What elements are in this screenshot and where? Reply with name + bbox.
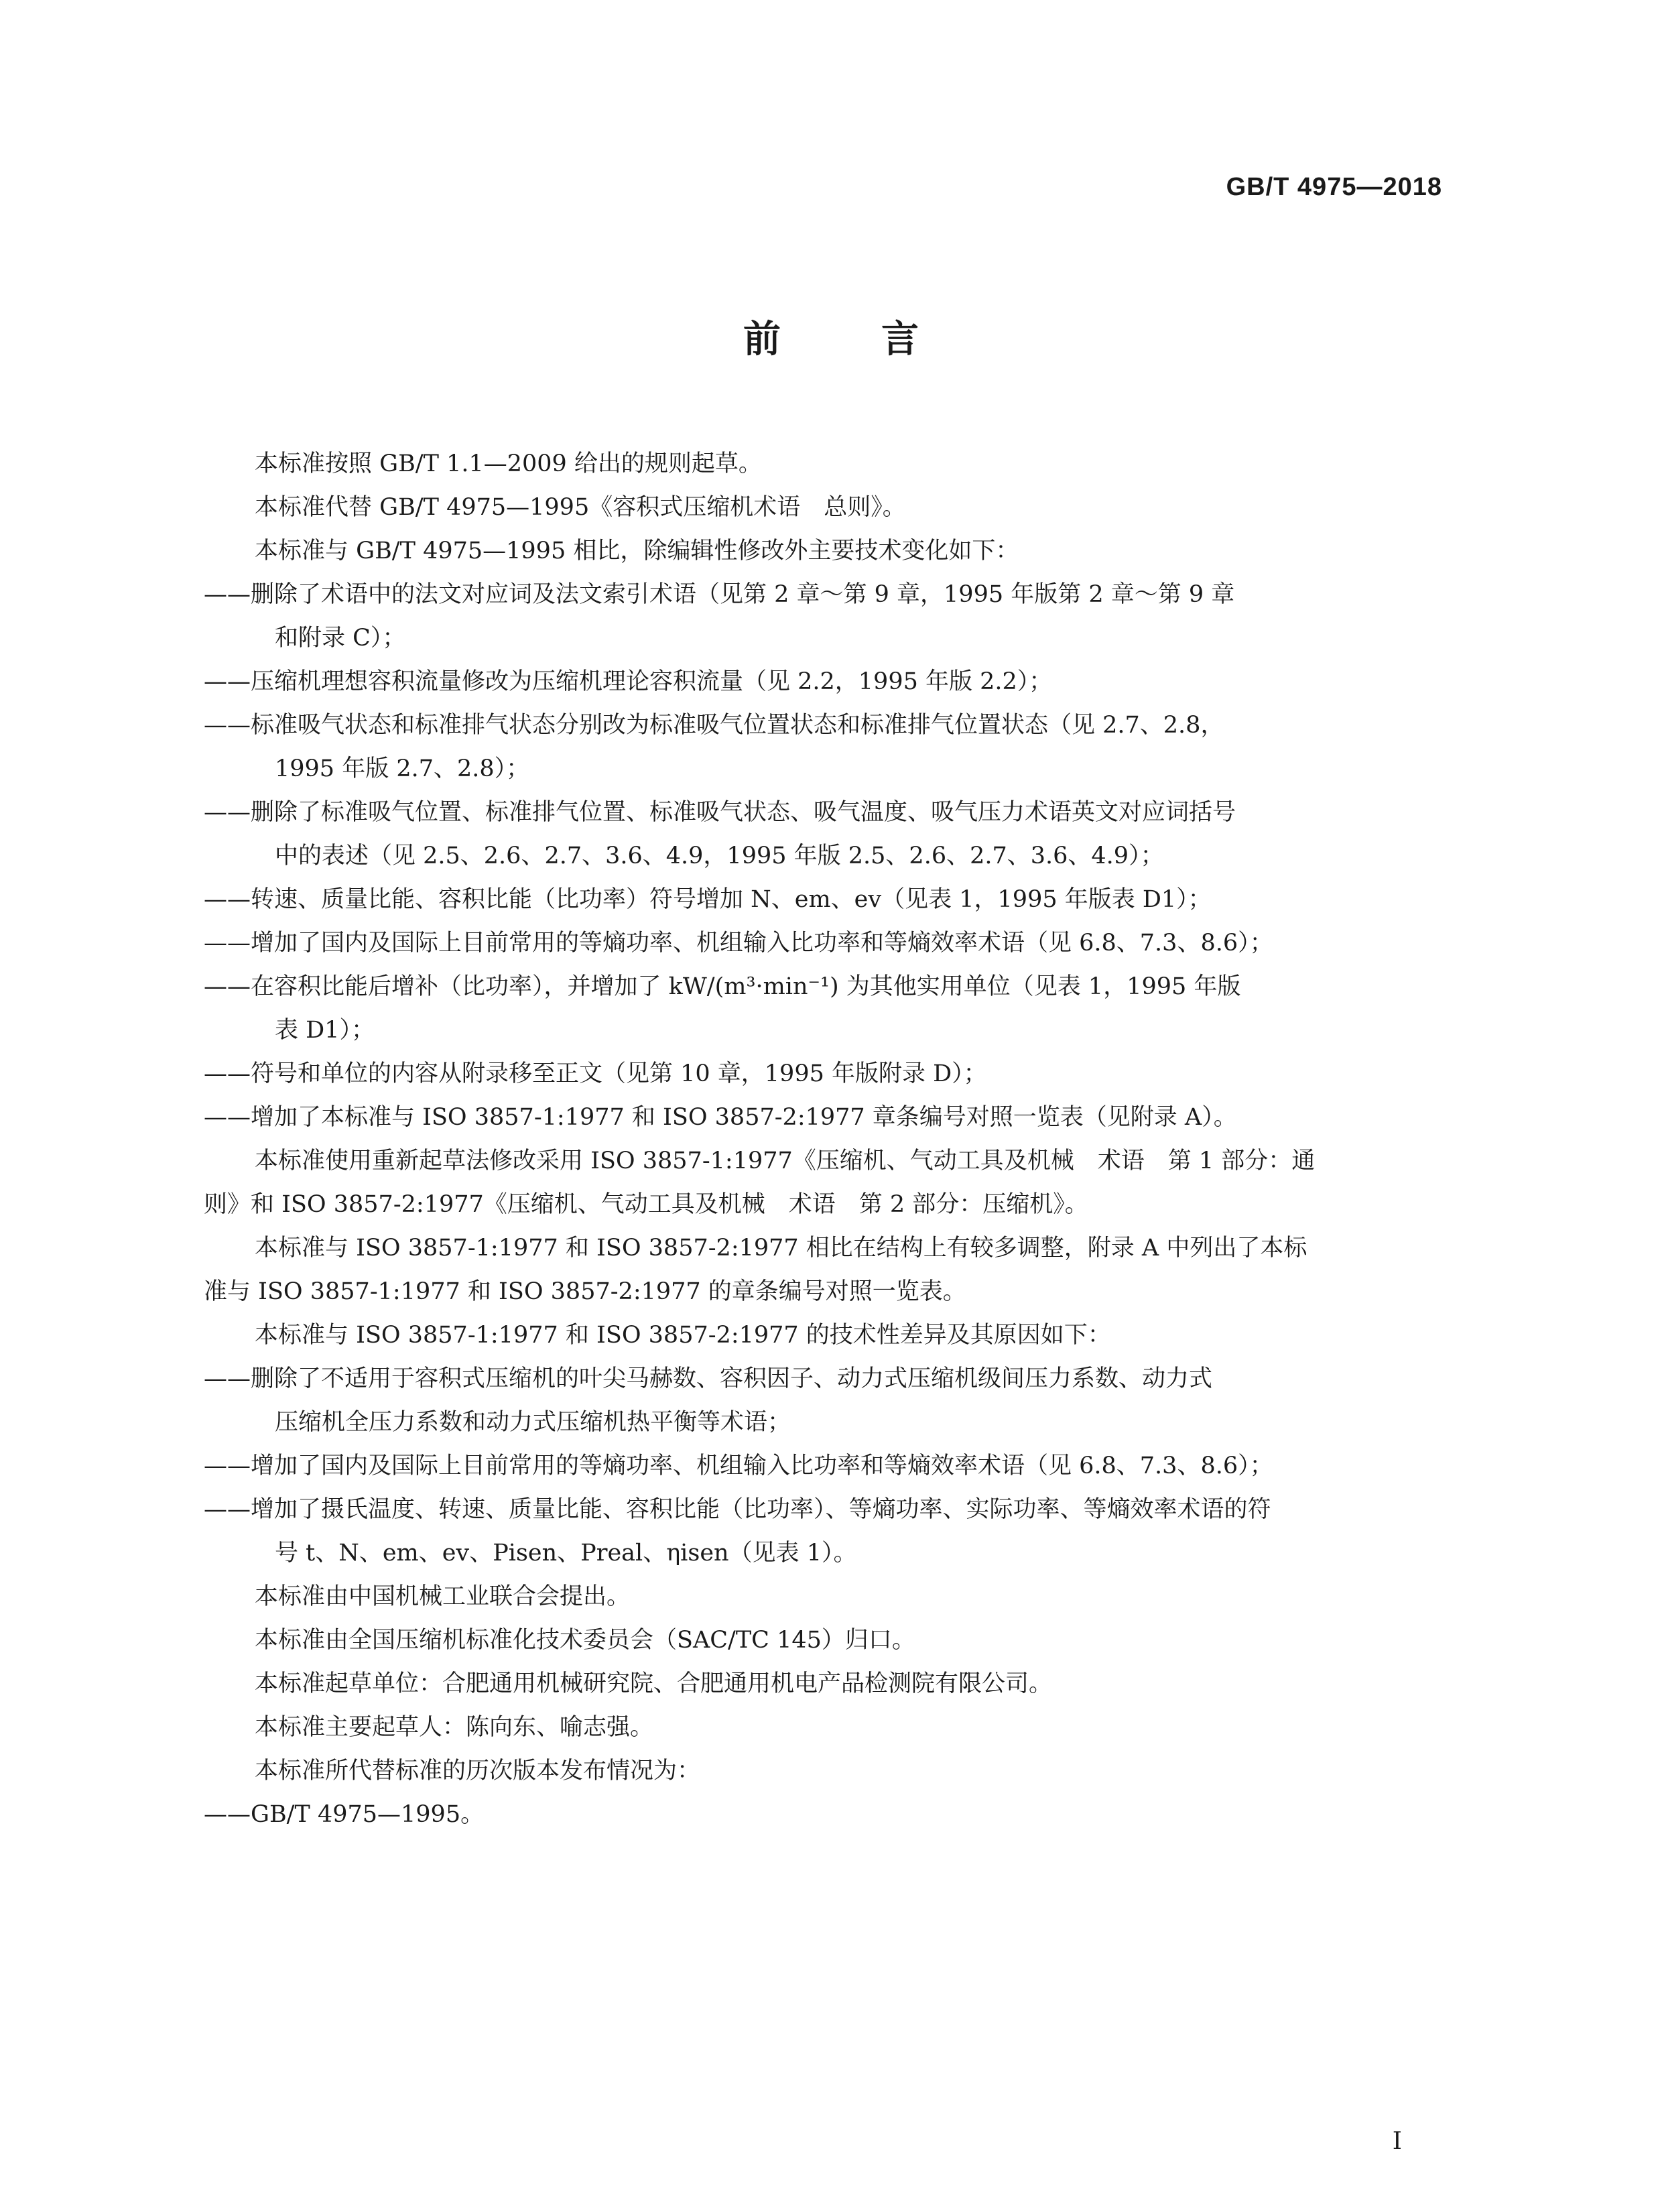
paragraph-line: 本标准使用重新起草法修改采用 ISO 3857-1:1977《压缩机、气动工具及机械 术语 第 1 部分：通 xyxy=(255,1148,1316,1174)
paragraph-line: 本标准按照 GB/T 1.1—2009 给出的规则起草。 xyxy=(255,450,762,477)
paragraph-line: 本标准与 ISO 3857-1:1977 和 ISO 3857-2:1977 相比在结构上有较多调整，附录 A 中列出了本标 xyxy=(255,1235,1307,1262)
standard-code: GB/T 4975—2018 xyxy=(1226,173,1442,201)
paragraph-line: 本标准由全国压缩机标准化技术委员会（SAC/TC 145）归口。 xyxy=(255,1627,915,1654)
list-item: ——在容积比能后增补（比功率），并增加了 kW/(m³·min⁻¹) 为其他实用单位（见表 1，1995 年版 xyxy=(204,973,1241,1000)
list-item: ——压缩机理想容积流量修改为压缩机理论容积流量（见 2.2，1995 年版 2.2）； xyxy=(204,668,1053,695)
list-item-continuation: 压缩机全压力系数和动力式压缩机热平衡等术语； xyxy=(275,1409,791,1436)
page-title: 前言 xyxy=(743,318,1019,361)
list-item: ——增加了国内及国际上目前常用的等熵功率、机组输入比功率和等熵效率术语（见 6.8、7.3、8.6）； xyxy=(204,1453,1273,1479)
list-item: ——增加了本标准与 ISO 3857-1:1977 和 ISO 3857-2:1977 章条编号对照一览表（见附录 A）。 xyxy=(204,1104,1237,1131)
list-item: ——删除了术语中的法文对应词及法文索引术语（见第 2 章～第 9 章，1995 年版第 2 章～第 9 章 xyxy=(204,581,1235,608)
paragraph-line: 本标准所代替标准的历次版本发布情况为： xyxy=(255,1758,701,1784)
list-item: ——删除了标准吸气位置、标准排气位置、标准吸气状态、吸气温度、吸气压力术语英文对应词括号 xyxy=(204,799,1236,826)
paragraph-line: 本标准与 ISO 3857-1:1977 和 ISO 3857-2:1977 的技术性差异及其原因如下： xyxy=(255,1322,1111,1349)
list-item: ——删除了不适用于容积式压缩机的叶尖马赫数、容积因子、动力式压缩机级间压力系数、动力式 xyxy=(204,1365,1213,1392)
list-item-continuation: 1995 年版 2.7、2.8）； xyxy=(275,755,530,782)
list-item-continuation: 和附录 C）； xyxy=(275,625,406,652)
list-item: ——标准吸气状态和标准排气状态分别改为标准吸气位置状态和标准排气位置状态（见 2.7、2.8， xyxy=(204,712,1224,739)
list-item-continuation: 中的表述（见 2.5、2.6、2.7、3.6、4.9，1995 年版 2.5、2.6、2.7、3.6、4.9）； xyxy=(275,843,1164,869)
preface-body xyxy=(204,442,1450,1837)
paragraph-line: 准与 ISO 3857-1:1977 和 ISO 3857-2:1977 的章条编号对照一览表。 xyxy=(204,1278,966,1305)
paragraph-line: 则》和 ISO 3857-2:1977《压缩机、气动工具及机械 术语 第 2 部分：压缩机》。 xyxy=(204,1191,1088,1218)
list-item-continuation: 表 D1）； xyxy=(275,1017,375,1044)
paragraph-line: 本标准由中国机械工业联合会提出。 xyxy=(255,1583,631,1610)
list-item: ——符号和单位的内容从附录移至正文（见第 10 章，1995 年版附录 D）； xyxy=(204,1060,987,1087)
page-number: I xyxy=(1392,2128,1402,2155)
paragraph-line: 本标准起草单位：合肥通用机械研究院、合肥通用机电产品检测院有限公司。 xyxy=(255,1670,1053,1697)
paragraph-line: 本标准主要起草人：陈向东、喻志强。 xyxy=(255,1714,654,1741)
list-item: ——增加了国内及国际上目前常用的等熵功率、机组输入比功率和等熵效率术语（见 6.8、7.3、8.6）； xyxy=(204,930,1273,957)
paragraph-line: 本标准与 GB/T 4975—1995 相比，除编辑性修改外主要技术变化如下： xyxy=(255,538,1019,564)
list-item: ——转速、质量比能、容积比能（比功率）符号增加 N、em、ev（见表 1，1995 年版表 D1）； xyxy=(204,886,1212,913)
paragraph-line: 本标准代替 GB/T 4975—1995《容积式压缩机术语 总则》。 xyxy=(255,494,906,521)
list-item: ——增加了摄氏温度、转速、质量比能、容积比能（比功率）、等熵功率、实际功率、等熵效率术语的符 xyxy=(204,1496,1271,1523)
list-item-continuation: 号 t、N、em、ev、Pisen、Preal、ηisen（见表 1）。 xyxy=(275,1540,857,1566)
list-item: ——GB/T 4975—1995。 xyxy=(204,1801,485,1828)
